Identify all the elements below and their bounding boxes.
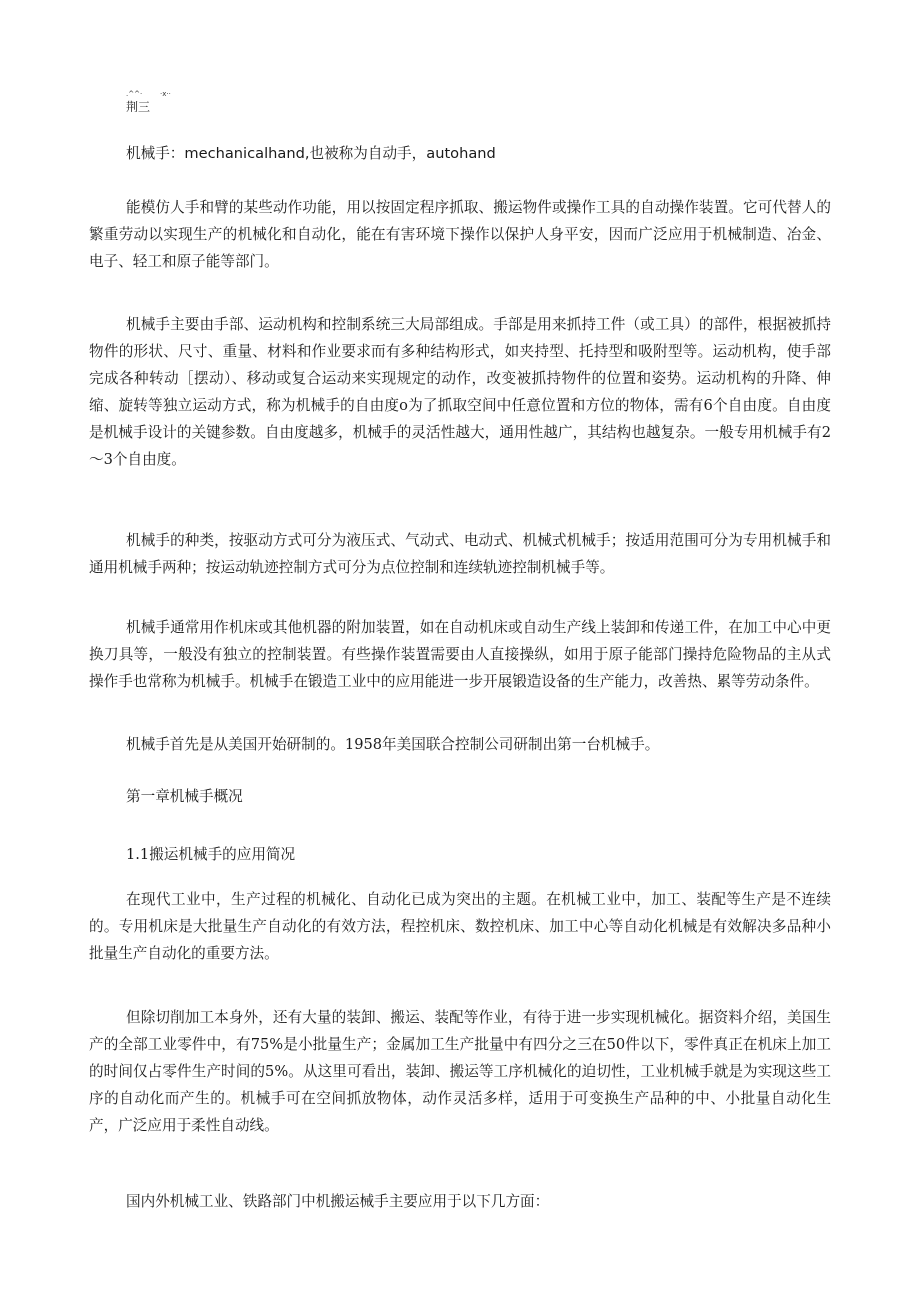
paragraph-definition: 能模仿人手和臂的某些动作功能，用以按固定程序抓取、搬运物件或操作工具的自动操作装置。它可代替人的繁重劳动以实现生产的机械化和自动化，能在有害环境下操作以保护人身平安，因而广泛应用于机械制造、冶金、电子、轻工和原子能等部门。 <box>89 199 831 270</box>
paragraph-usage: 机械手通常用作机床或其他机器的附加装置，如在自动机床或自动生产线上装卸和传递工件，在加工中心中更换刀具等，一般没有独立的控制装置。有些操作装置需要由人直接操纵，如用于原子能部门操持危险物品的主从式操作手也常称为机械手。机械手在锻造工业中的应用能进一步开展锻造设备的生产能力，改善热、累等劳动条件。 <box>89 619 831 690</box>
paragraph-types: 机械手的种类，按驱动方式可分为液压式、气动式、电动式、机械式机械手；按适用范围可分为专用机械手和通用机械手两种；按运动轨迹控制方式可分为点位控制和连续轨迹控制机械手等。 <box>89 532 831 576</box>
paragraph-structure: 机械手主要由手部、运动机构和控制系统三大局部组成。手部是用来抓持工件（或工具）的部件，根据被抓持物件的形状、尺寸、重量、材料和作业要求而有多种结构形式，如夹持型、托持型和吸附型等。运动机构，使手部完成各种转动［摆动）、移动或复合运动来实现规定的动作，改变被抓持物件的位置和姿势。运动机构的升降、伸缩、旋转等独立运动方式，称为机械手的自由度o为了抓取空间中任意位置和方位的物体，需有6个自由度。自由度是机械手设计的关键参数。自由度越多，机械手的灵活性越大，通用性越广，其结构也越复杂。一般专用机械手有2～3个自由度。 <box>89 316 831 468</box>
intro-middle: 也被称为自动手， <box>309 145 427 162</box>
header-mark <box>126 90 206 116</box>
intro-prefix: 机械手： <box>126 145 185 162</box>
section-title: 1.1搬运机械手的应用简况 <box>126 846 296 863</box>
intro-term-mechanicalhand: mechanicalhand, <box>184 145 310 162</box>
paragraph-applications-intro: 国内外机械工业、铁路部门中机搬运械手主要应用于以下几方面： <box>126 1193 550 1210</box>
paragraph-modern-industry: 在现代工业中，生产过程的机械化、自动化已成为突出的主题。在机械工业中，加工、装配等生产是不连续的。专用机床是大批量生产自动化的有效方法，程控机床、数控机床、加工中心等自动化机械是有效解决多品种小批量生产自动化的重要方法。 <box>89 891 831 962</box>
paragraph-statistics: 但除切削加工本身外，还有大量的装卸、搬运、装配等作业，有待于进一步实现机械化。据资料介绍，美国生产的全部工业零件中，有75%是小批量生产；金属加工生产批量中有四分之三在50件以下，零件真正在机床上加工的时间仅占零件生产时间的5%。从这里可看出，装卸、搬运等工序机械化的迫切性，工业机械手就是为实现这些工序的自动化而产生的。机械手可在空间抓放物体，动作灵活多样，适用于可变换生产品种的中、小批量自动化生产，广泛应用于柔性自动线。 <box>89 1009 831 1134</box>
paragraph-history: 机械手首先是从美国开始研制的。1958年美国联合控制公司研制出第一台机械手。 <box>126 736 660 753</box>
header-word: 荆三 <box>126 100 151 114</box>
intro-line <box>126 140 496 167</box>
intro-term-autohand: autohand <box>426 145 496 162</box>
header-scribble-marks: .^^· ·x·· <box>126 90 171 98</box>
chapter-title: 第一章机械手概况 <box>126 788 243 805</box>
